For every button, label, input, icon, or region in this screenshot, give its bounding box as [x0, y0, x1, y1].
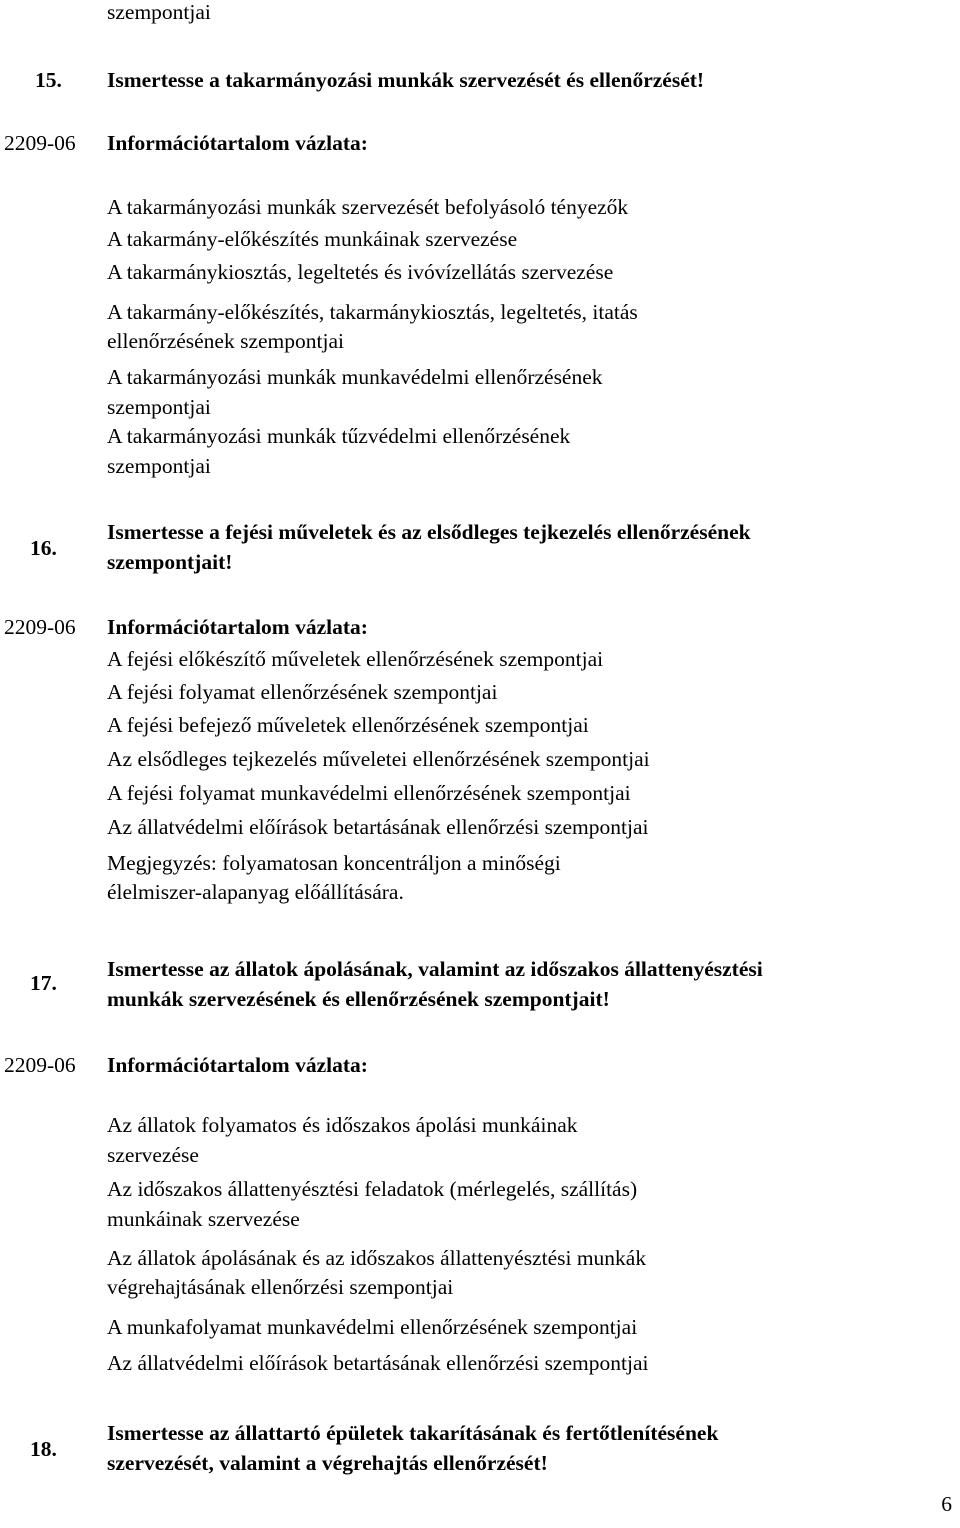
- outline-item: szempontjai: [107, 454, 211, 478]
- outline-item: A takarmányozási munkák szervezését befolyásoló tényezők: [107, 195, 629, 219]
- outline-item: Az elsődleges tejkezelés műveletei ellenőrzésének szempontjai: [107, 747, 650, 771]
- module-code: 2209-06: [4, 615, 76, 639]
- outline-item: Az állatvédelmi előírások betartásának ellenőrzési szempontjai: [107, 1351, 649, 1375]
- question-title: Ismertesse az állatok ápolásának, valamint az időszakos állattenyésztési: [107, 957, 763, 981]
- outline-heading: Információtartalom vázlata:: [107, 131, 368, 155]
- outline-item: A fejési folyamat munkavédelmi ellenőrzésének szempontjai: [107, 781, 631, 805]
- question-title: Ismertesse a fejési műveletek és az elsődleges tejkezelés ellenőrzésének: [107, 520, 751, 544]
- module-code: 2209-06: [4, 1053, 76, 1077]
- outline-item: A takarmánykiosztás, legeltetés és ivóvízellátás szervezése: [107, 260, 614, 284]
- outline-item: A fejési befejező műveletek ellenőrzésének szempontjai: [107, 713, 589, 737]
- note: Megjegyzés: folyamatosan koncentráljon a minőségi: [107, 851, 561, 875]
- question-number: 18.: [30, 1437, 57, 1461]
- outline-item: Az időszakos állattenyésztési feladatok (mérlegelés, szállítás): [107, 1177, 638, 1201]
- outline-item: A takarmányozási munkák munkavédelmi ellenőrzésének: [107, 365, 603, 389]
- outline-item: A fejési folyamat ellenőrzésének szempontjai: [107, 680, 498, 704]
- outline-item: végrehajtásának ellenőrzési szempontjai: [107, 1275, 454, 1299]
- question-number: 15.: [35, 68, 62, 92]
- module-code: 2209-06: [4, 131, 76, 155]
- outline-heading: Információtartalom vázlata:: [107, 615, 368, 639]
- page-number: 6: [941, 1492, 952, 1516]
- outline-item: munkáinak szervezése: [107, 1207, 300, 1231]
- question-number: 16.: [30, 536, 57, 560]
- question-title: munkák szervezésének és ellenőrzésének szempontjait!: [107, 987, 610, 1011]
- note: élelmiszer-alapanyag előállítására.: [107, 880, 404, 904]
- question-title: Ismertesse a takarmányozási munkák szervezését és ellenőrzését!: [107, 68, 705, 92]
- outline-item: szempontjai: [107, 395, 211, 419]
- outline-item: A takarmány-előkészítés, takarmánykiosztás, legeltetés, itatás: [107, 300, 638, 324]
- outline-item: ellenőrzésének szempontjai: [107, 329, 344, 353]
- outline-item: A takarmányozási munkák tűzvédelmi ellenőrzésének: [107, 424, 571, 448]
- outline-item: szervezése: [107, 1143, 199, 1167]
- outline-item: A takarmány-előkészítés munkáinak szervezése: [107, 227, 518, 251]
- continued-text: szempontjai: [107, 0, 211, 24]
- question-title: szempontjait!: [107, 550, 233, 574]
- outline-heading: Információtartalom vázlata:: [107, 1053, 368, 1077]
- outline-item: Az állatok ápolásának és az időszakos állattenyésztési munkák: [107, 1246, 647, 1270]
- outline-item: A fejési előkészítő műveletek ellenőrzésének szempontjai: [107, 647, 604, 671]
- outline-item: Az állatok folyamatos és időszakos ápolási munkáinak: [107, 1113, 578, 1137]
- question-title: Ismertesse az állattartó épületek takarításának és fertőtlenítésének: [107, 1421, 719, 1445]
- outline-item: A munkafolyamat munkavédelmi ellenőrzésének szempontjai: [107, 1315, 638, 1339]
- outline-item: Az állatvédelmi előírások betartásának ellenőrzési szempontjai: [107, 815, 649, 839]
- question-number: 17.: [30, 971, 57, 995]
- question-title: szervezését, valamint a végrehajtás ellenőrzését!: [107, 1451, 548, 1475]
